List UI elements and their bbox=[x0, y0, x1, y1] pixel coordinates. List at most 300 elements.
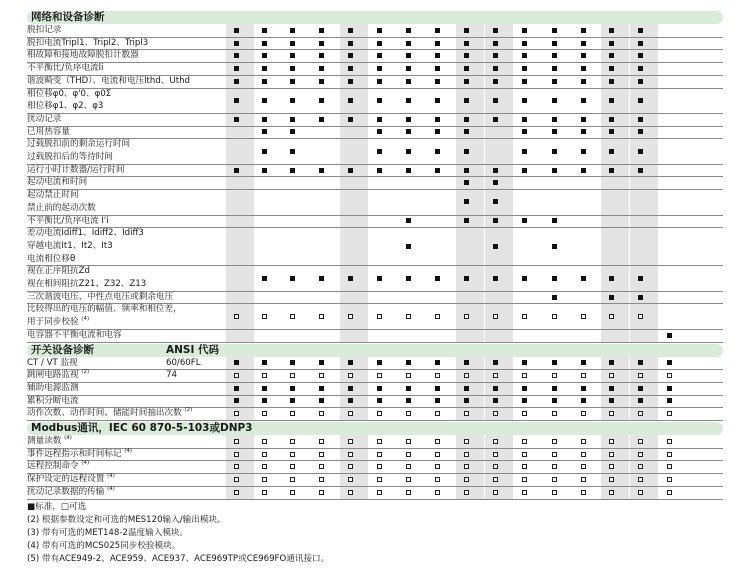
optional-mark bbox=[667, 373, 672, 378]
standard-mark bbox=[552, 66, 557, 71]
standard-mark bbox=[234, 360, 239, 365]
standard-mark bbox=[552, 168, 557, 173]
standard-mark bbox=[262, 66, 267, 71]
standard-mark bbox=[435, 79, 440, 84]
standard-mark bbox=[262, 53, 267, 58]
optional-mark bbox=[319, 464, 324, 469]
standard-mark bbox=[319, 53, 324, 58]
standard-mark bbox=[581, 168, 586, 173]
standard-mark bbox=[667, 398, 672, 403]
row-label: 过载脱扣前的剩余运行时间 bbox=[27, 139, 131, 150]
optional-mark bbox=[552, 411, 557, 416]
standard-mark bbox=[406, 168, 411, 173]
standard-mark bbox=[581, 149, 586, 154]
optional-mark bbox=[435, 464, 440, 469]
row-label: 相故障和接地故障脱扣计数器 bbox=[27, 50, 139, 61]
standard-mark bbox=[377, 28, 382, 33]
optional-mark bbox=[377, 439, 382, 444]
table-row bbox=[27, 435, 723, 448]
optional-mark bbox=[464, 314, 469, 319]
standard-mark bbox=[609, 386, 614, 391]
standard-mark bbox=[435, 41, 440, 46]
standard-mark bbox=[522, 168, 527, 173]
standard-mark bbox=[290, 66, 295, 71]
optional-mark bbox=[581, 314, 586, 319]
standard-mark bbox=[581, 41, 586, 46]
standard-mark bbox=[609, 53, 614, 58]
table-row bbox=[27, 369, 723, 382]
standard-mark bbox=[348, 276, 353, 281]
optional-mark bbox=[377, 373, 382, 378]
standard-mark bbox=[464, 180, 469, 185]
row-label: 运行小时计数器/运行时间 bbox=[27, 164, 125, 175]
standard-mark bbox=[262, 168, 267, 173]
standard-mark bbox=[234, 117, 239, 122]
row-label: 起动电流和时间 bbox=[27, 177, 88, 188]
standard-mark bbox=[406, 28, 411, 33]
optional-mark bbox=[377, 452, 382, 457]
optional-mark bbox=[348, 452, 353, 457]
optional-mark bbox=[638, 314, 643, 319]
standard-mark bbox=[377, 276, 382, 281]
table-row bbox=[27, 37, 723, 50]
row-divider bbox=[27, 420, 723, 421]
standard-mark bbox=[464, 53, 469, 58]
table-row bbox=[27, 113, 723, 126]
standard-mark bbox=[435, 129, 440, 134]
standard-mark bbox=[638, 129, 643, 134]
optional-mark bbox=[262, 452, 267, 457]
standard-mark bbox=[234, 28, 239, 33]
standard-mark bbox=[406, 129, 411, 134]
standard-mark bbox=[464, 199, 469, 204]
standard-mark bbox=[348, 53, 353, 58]
standard-mark bbox=[319, 28, 324, 33]
standard-mark bbox=[348, 79, 353, 84]
optional-mark bbox=[522, 477, 527, 482]
optional-mark bbox=[464, 464, 469, 469]
row-divider bbox=[27, 499, 723, 500]
section-title: 网络和设备诊断 bbox=[31, 11, 105, 23]
standard-mark bbox=[464, 98, 469, 103]
standard-mark bbox=[406, 117, 411, 122]
standard-mark bbox=[348, 28, 353, 33]
optional-mark bbox=[435, 490, 440, 495]
standard-mark bbox=[522, 360, 527, 365]
standard-mark bbox=[435, 98, 440, 103]
standard-mark bbox=[638, 276, 643, 281]
standard-mark bbox=[581, 129, 586, 134]
standard-mark bbox=[552, 53, 557, 58]
optional-mark bbox=[552, 452, 557, 457]
row-label: 扰动记录 bbox=[27, 113, 62, 124]
standard-mark bbox=[638, 53, 643, 58]
optional-mark bbox=[493, 439, 498, 444]
standard-mark bbox=[234, 98, 239, 103]
optional-mark bbox=[493, 490, 498, 495]
standard-mark bbox=[348, 66, 353, 71]
standard-mark bbox=[262, 386, 267, 391]
standard-mark bbox=[262, 129, 267, 134]
standard-mark bbox=[552, 276, 557, 281]
standard-mark bbox=[638, 386, 643, 391]
standard-mark bbox=[638, 168, 643, 173]
optional-mark bbox=[522, 439, 527, 444]
optional-mark bbox=[319, 314, 324, 319]
table-row bbox=[27, 473, 723, 486]
optional-mark bbox=[435, 411, 440, 416]
standard-mark bbox=[464, 276, 469, 281]
table-row bbox=[27, 486, 723, 499]
standard-mark bbox=[319, 386, 324, 391]
optional-mark bbox=[290, 477, 295, 482]
optional-mark bbox=[290, 411, 295, 416]
standard-mark bbox=[609, 79, 614, 84]
standard-mark bbox=[290, 149, 295, 154]
standard-mark bbox=[522, 98, 527, 103]
standard-mark bbox=[464, 28, 469, 33]
optional-mark bbox=[638, 439, 643, 444]
standard-mark bbox=[552, 244, 557, 249]
standard-mark bbox=[667, 386, 672, 391]
standard-mark bbox=[319, 360, 324, 365]
standard-mark bbox=[522, 53, 527, 58]
standard-mark bbox=[581, 117, 586, 122]
standard-mark bbox=[377, 360, 382, 365]
optional-mark bbox=[638, 490, 643, 495]
standard-mark bbox=[319, 41, 324, 46]
standard-mark bbox=[609, 276, 614, 281]
optional-mark bbox=[552, 373, 557, 378]
optional-mark bbox=[581, 477, 586, 482]
optional-mark bbox=[319, 411, 324, 416]
table-row bbox=[27, 303, 723, 328]
standard-mark bbox=[638, 41, 643, 46]
row-label: 用于同步校验 $^{(4)}$ bbox=[27, 316, 90, 328]
row-label: 相位移φ1、φ2、φ3 bbox=[27, 101, 104, 112]
optional-mark bbox=[464, 373, 469, 378]
table-row bbox=[27, 448, 723, 461]
optional-mark bbox=[348, 439, 353, 444]
standard-mark bbox=[609, 168, 614, 173]
standard-mark bbox=[348, 386, 353, 391]
standard-mark bbox=[234, 53, 239, 58]
standard-mark bbox=[638, 66, 643, 71]
standard-mark bbox=[581, 28, 586, 33]
optional-mark bbox=[493, 452, 498, 457]
standard-mark bbox=[552, 360, 557, 365]
optional-mark bbox=[667, 411, 672, 416]
standard-mark bbox=[290, 98, 295, 103]
standard-mark bbox=[348, 117, 353, 122]
standard-mark bbox=[290, 168, 295, 173]
standard-mark bbox=[493, 398, 498, 403]
row-label: 不平衡比/负序电流li bbox=[27, 63, 104, 74]
standard-mark bbox=[522, 28, 527, 33]
optional-mark bbox=[262, 314, 267, 319]
optional-mark bbox=[522, 373, 527, 378]
standard-mark bbox=[609, 295, 614, 300]
optional-mark bbox=[377, 314, 382, 319]
optional-mark bbox=[435, 314, 440, 319]
standard-mark bbox=[406, 360, 411, 365]
row-label: 比较得出的电压的幅值、频率和相位差， bbox=[27, 304, 182, 315]
optional-mark bbox=[609, 464, 614, 469]
optional-mark bbox=[406, 452, 411, 457]
standard-mark bbox=[464, 168, 469, 173]
optional-mark bbox=[377, 477, 382, 482]
table-row bbox=[27, 291, 723, 304]
row-divider bbox=[27, 342, 723, 343]
standard-mark bbox=[522, 41, 527, 46]
optional-mark bbox=[262, 477, 267, 482]
optional-mark bbox=[464, 452, 469, 457]
optional-mark bbox=[581, 452, 586, 457]
row-label: 已用热容量 bbox=[27, 126, 70, 137]
optional-mark bbox=[319, 373, 324, 378]
standard-mark bbox=[464, 218, 469, 223]
optional-mark bbox=[234, 373, 239, 378]
optional-mark bbox=[581, 464, 586, 469]
optional-mark bbox=[290, 490, 295, 495]
optional-mark bbox=[406, 464, 411, 469]
standard-mark bbox=[667, 360, 672, 365]
row-label: 测量读数 $^{(4)}$ bbox=[27, 435, 72, 446]
standard-mark bbox=[377, 79, 382, 84]
optional-mark bbox=[234, 477, 239, 482]
standard-mark bbox=[581, 66, 586, 71]
footnote: (5) 带有ACE949-2、ACE959、ACE937、ACE969TP或CE969FO通讯接口。 bbox=[27, 553, 330, 564]
standard-mark bbox=[348, 398, 353, 403]
standard-mark bbox=[234, 168, 239, 173]
standard-mark bbox=[464, 79, 469, 84]
optional-mark bbox=[377, 490, 382, 495]
footnote: (4) 带有可选的MCS025同步校验模块。 bbox=[27, 540, 181, 551]
optional-mark bbox=[262, 464, 267, 469]
standard-mark bbox=[262, 149, 267, 154]
optional-mark bbox=[234, 314, 239, 319]
row-label: 禁止前的起动次数 bbox=[27, 202, 96, 213]
optional-mark bbox=[234, 439, 239, 444]
standard-mark bbox=[406, 53, 411, 58]
row-label: 累积分断电流 bbox=[27, 395, 79, 406]
optional-mark bbox=[493, 314, 498, 319]
section-header bbox=[27, 11, 723, 24]
standard-mark bbox=[552, 218, 557, 223]
standard-mark bbox=[290, 129, 295, 134]
optional-mark bbox=[262, 373, 267, 378]
optional-mark bbox=[234, 411, 239, 416]
row-label: 视在相间阻抗Z21、Z32、Z13 bbox=[27, 278, 147, 289]
row-label: 电容器不平衡电流和电容 bbox=[27, 329, 122, 340]
optional-mark bbox=[464, 411, 469, 416]
standard-mark bbox=[290, 117, 295, 122]
standard-mark bbox=[262, 398, 267, 403]
standard-mark bbox=[493, 386, 498, 391]
row-label: 事件远程指示和时间标记 $^{(4)}$ bbox=[27, 447, 133, 459]
standard-mark bbox=[435, 117, 440, 122]
standard-mark bbox=[290, 79, 295, 84]
standard-mark bbox=[581, 79, 586, 84]
standard-mark bbox=[638, 295, 643, 300]
standard-mark bbox=[319, 117, 324, 122]
standard-mark bbox=[493, 168, 498, 173]
standard-mark bbox=[406, 149, 411, 154]
row-label: 不平衡比/负序电流 I'i bbox=[27, 215, 109, 226]
standard-mark bbox=[522, 66, 527, 71]
standard-mark bbox=[234, 398, 239, 403]
optional-mark bbox=[667, 477, 672, 482]
optional-mark bbox=[406, 411, 411, 416]
standard-mark bbox=[609, 129, 614, 134]
standard-mark bbox=[493, 180, 498, 185]
row-label: 跳闸电路监视 $^{(2)}$ bbox=[27, 369, 90, 381]
standard-mark bbox=[609, 41, 614, 46]
optional-mark bbox=[493, 464, 498, 469]
optional-mark bbox=[609, 411, 614, 416]
optional-mark bbox=[522, 314, 527, 319]
optional-mark bbox=[667, 452, 672, 457]
standard-mark bbox=[493, 41, 498, 46]
standard-mark bbox=[262, 28, 267, 33]
optional-mark bbox=[348, 477, 353, 482]
optional-mark bbox=[493, 411, 498, 416]
standard-mark bbox=[377, 53, 382, 58]
optional-mark bbox=[609, 314, 614, 319]
optional-mark bbox=[406, 439, 411, 444]
row-label: 保护设定的远程设置 $^{(4)}$ bbox=[27, 473, 115, 485]
standard-mark bbox=[234, 41, 239, 46]
table-row bbox=[27, 126, 723, 139]
standard-mark bbox=[435, 28, 440, 33]
standard-mark bbox=[581, 98, 586, 103]
standard-mark bbox=[464, 41, 469, 46]
standard-mark bbox=[290, 28, 295, 33]
standard-mark bbox=[609, 98, 614, 103]
standard-mark bbox=[377, 98, 382, 103]
optional-mark bbox=[290, 439, 295, 444]
standard-mark bbox=[464, 360, 469, 365]
standard-mark bbox=[377, 398, 382, 403]
legend: ■标准，□可选 bbox=[27, 501, 87, 512]
standard-mark bbox=[319, 66, 324, 71]
optional-mark bbox=[552, 314, 557, 319]
row-label: CT / VT 监视 bbox=[27, 357, 78, 368]
standard-mark bbox=[377, 386, 382, 391]
optional-mark bbox=[522, 452, 527, 457]
optional-mark bbox=[667, 490, 672, 495]
standard-mark bbox=[609, 28, 614, 33]
optional-mark bbox=[609, 452, 614, 457]
optional-mark bbox=[406, 477, 411, 482]
optional-mark bbox=[581, 411, 586, 416]
row-label: 相位移φ0、φ'0、φ0Σ bbox=[27, 88, 112, 99]
standard-mark bbox=[377, 41, 382, 46]
section-header bbox=[27, 422, 723, 435]
optional-mark bbox=[552, 439, 557, 444]
standard-mark bbox=[464, 386, 469, 391]
standard-mark bbox=[435, 398, 440, 403]
standard-mark bbox=[290, 398, 295, 403]
optional-mark bbox=[638, 452, 643, 457]
table-row bbox=[27, 395, 723, 408]
optional-mark bbox=[234, 452, 239, 457]
standard-mark bbox=[377, 117, 382, 122]
optional-mark bbox=[552, 464, 557, 469]
standard-mark bbox=[319, 168, 324, 173]
optional-mark bbox=[290, 464, 295, 469]
standard-mark bbox=[348, 41, 353, 46]
standard-mark bbox=[552, 79, 557, 84]
optional-mark bbox=[522, 464, 527, 469]
standard-mark bbox=[377, 168, 382, 173]
standard-mark bbox=[435, 386, 440, 391]
standard-mark bbox=[290, 386, 295, 391]
optional-mark bbox=[319, 439, 324, 444]
row-label: 脱扣电流Tripl1、Tripl2、Tripl3 bbox=[27, 37, 149, 48]
standard-mark bbox=[262, 360, 267, 365]
standard-mark bbox=[290, 276, 295, 281]
standard-mark bbox=[552, 295, 557, 300]
standard-mark bbox=[348, 360, 353, 365]
standard-mark bbox=[234, 79, 239, 84]
standard-mark bbox=[609, 149, 614, 154]
standard-mark bbox=[581, 53, 586, 58]
standard-mark bbox=[464, 129, 469, 134]
standard-mark bbox=[581, 398, 586, 403]
standard-mark bbox=[667, 333, 672, 338]
standard-mark bbox=[406, 66, 411, 71]
table-row bbox=[27, 407, 723, 420]
standard-mark bbox=[638, 360, 643, 365]
section-title: 开关设备诊断 bbox=[31, 343, 94, 356]
optional-mark bbox=[377, 411, 382, 416]
optional-mark bbox=[609, 477, 614, 482]
standard-mark bbox=[552, 386, 557, 391]
table-row bbox=[27, 189, 723, 214]
standard-mark bbox=[435, 276, 440, 281]
optional-mark bbox=[377, 464, 382, 469]
standard-mark bbox=[435, 168, 440, 173]
standard-mark bbox=[638, 117, 643, 122]
optional-mark bbox=[435, 477, 440, 482]
standard-mark bbox=[609, 360, 614, 365]
optional-mark bbox=[464, 477, 469, 482]
row-label: 辅助电源监测 bbox=[27, 382, 79, 393]
standard-mark bbox=[638, 398, 643, 403]
table-row bbox=[27, 329, 723, 342]
standard-mark bbox=[262, 41, 267, 46]
optional-mark bbox=[609, 439, 614, 444]
optional-mark bbox=[262, 439, 267, 444]
standard-mark bbox=[234, 386, 239, 391]
standard-mark bbox=[319, 79, 324, 84]
optional-mark bbox=[348, 490, 353, 495]
optional-mark bbox=[290, 314, 295, 319]
standard-mark bbox=[522, 218, 527, 223]
standard-mark bbox=[493, 117, 498, 122]
standard-mark bbox=[493, 360, 498, 365]
table-row bbox=[27, 24, 723, 37]
standard-mark bbox=[493, 79, 498, 84]
row-label: 谐波畸变（THD）、电流和电压lthd、Uthd bbox=[27, 75, 190, 86]
standard-mark bbox=[464, 117, 469, 122]
standard-mark bbox=[262, 117, 267, 122]
standard-mark bbox=[262, 79, 267, 84]
standard-mark bbox=[522, 149, 527, 154]
row-label: 差动电流Idiff1、Idiff2、Idiff3 bbox=[27, 228, 144, 239]
standard-mark bbox=[552, 98, 557, 103]
